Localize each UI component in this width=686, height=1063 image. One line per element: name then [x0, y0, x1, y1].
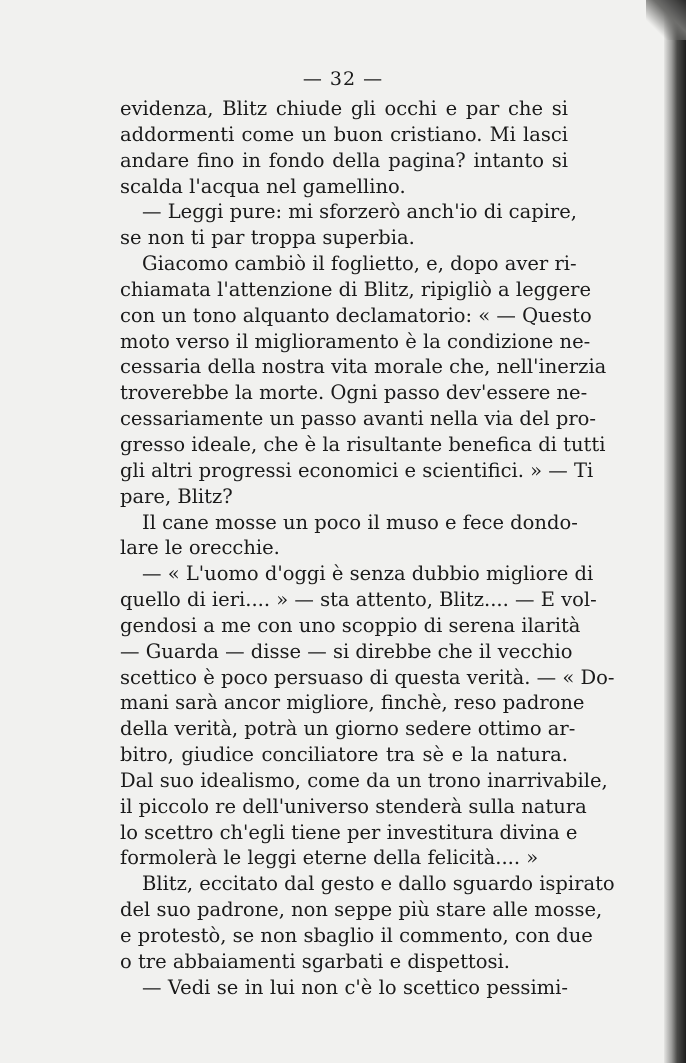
- text-line: scalda l'acqua nel gamellino.: [120, 174, 406, 198]
- text-line: troverebbe la morte. Ogni passo dev'essere ne-: [120, 381, 588, 405]
- text-line: — Leggi pure: mi sforzerò anch'io di capire,: [142, 200, 577, 224]
- text-line: Blitz, eccitato dal gesto e dallo sguardo ispirato: [142, 872, 615, 896]
- text-line: — « L'uomo d'oggi è senza dubbio migliore di: [142, 562, 594, 586]
- text-line: — Vedi se in lui non c'è lo scettico pessimi-: [142, 975, 568, 999]
- text-line: addormenti come un buon cristiano. Mi lasci: [120, 122, 568, 146]
- text-line: bitro, giudice conciliatore tra sè e la natura.: [120, 743, 568, 767]
- text-line: chiamata l'attenzione di Blitz, ripigliò a leggere: [120, 277, 592, 301]
- text-line: quello di ieri.... » — sta attento, Blitz.... — E vol-: [120, 588, 597, 612]
- text-line: formolerà le leggi eterne della felicità.... »: [120, 846, 539, 870]
- text-line: — Guarda — disse — si direbbe che il vecchio: [120, 639, 573, 663]
- page-corner-shadow: [646, 0, 686, 40]
- page-edge-shadow: [664, 0, 686, 1063]
- text-line: Il cane mosse un poco il muso e fece dondo-: [142, 510, 578, 534]
- text-line: gli altri progressi economici e scientifici. » — Ti: [120, 458, 594, 482]
- text-line: e protestò, se non sbaglio il commento, con due: [120, 924, 593, 947]
- page-number: — 32 —: [302, 68, 384, 90]
- text-line: mani sarà ancor migliore, finchè, reso padrone: [120, 691, 585, 715]
- text-line: della verità, potrà un giorno sedere ottimo ar-: [120, 717, 576, 741]
- text-line: andare fino in fondo della pagina? intanto si: [120, 148, 568, 172]
- text-line: cessaria della nostra vita morale che, nell'inerzia: [120, 355, 607, 379]
- text-line: scettico è poco persuaso di questa verità. — « Do-: [120, 665, 615, 689]
- text-line: il piccolo re dell'universo stenderà sulla natura: [120, 794, 587, 818]
- text-line: moto verso il miglioramento è la condizione ne-: [120, 329, 591, 353]
- body-text: [120, 96, 615, 1001]
- text-line: Giacomo cambiò il foglietto, e, dopo aver ri-: [142, 252, 577, 276]
- text-line: lo scettro ch'egli tiene per investitura divina e: [120, 820, 578, 844]
- text-line: del suo padrone, non seppe più stare alle mosse,: [120, 898, 603, 922]
- text-line: pare, Blitz?: [120, 484, 233, 508]
- text-line: gendosi a me con uno scoppio di serena ilarità: [120, 613, 581, 637]
- text-line: Dal suo idealismo, come da un trono inarrivabile,: [120, 768, 608, 792]
- text-line: evidenza, Blitz chiude gli occhi e par che si: [120, 97, 568, 120]
- text-line: o tre abbaiamenti sgarbati e dispettosi.: [120, 949, 510, 973]
- text-line: gresso ideale, che è la risultante benefica di tutti: [120, 432, 606, 456]
- text-line: lare le orecchie.: [120, 536, 280, 560]
- text-line: se non ti par troppa superbia.: [120, 226, 415, 250]
- text-line: cessariamente un passo avanti nella via del pro-: [120, 407, 596, 431]
- text-line: con un tono alquanto declamatorio: « — Questo: [120, 303, 592, 327]
